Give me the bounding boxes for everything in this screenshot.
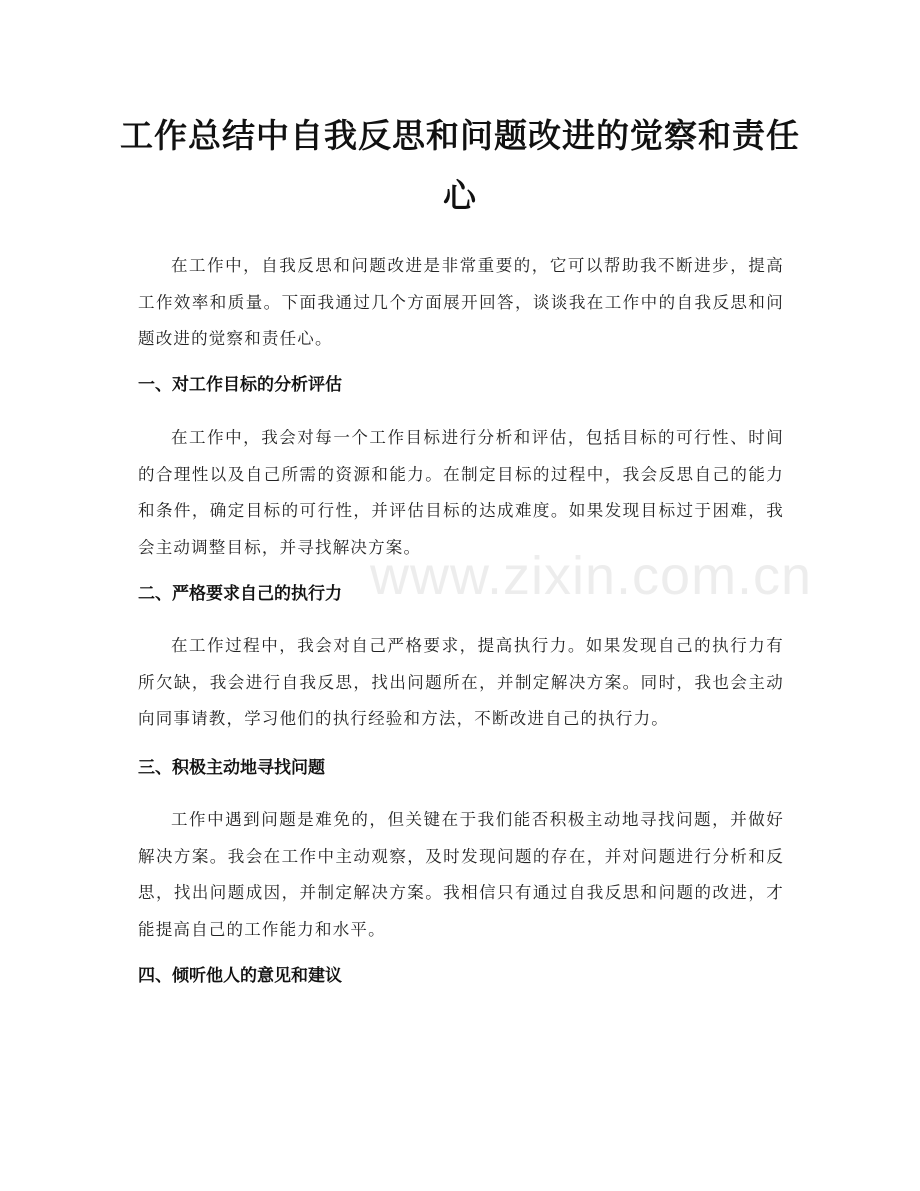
section-4-heading: 四、倾听他人的意见和建议 (138, 966, 342, 986)
section-1-heading: 一、对工作目标的分析评估 (138, 375, 342, 395)
section-1-paragraph: 在工作中，我会对每一个工作目标进行分析和评估，包括目标的可行性、时间的合理性以及自己所需的资源和能力。在制定目标的过程中，我会反思自己的能力和条件，确定目标的可行性，并评估目标的达成难度。如果发现目标过于困难，我会主动调整目标，并寻找解决方案。 (138, 428, 784, 557)
section-2-heading: 二、严格要求自己的执行力 (138, 584, 342, 604)
section-2-paragraph: 在工作过程中，我会对自己严格要求，提高执行力。如果发现自己的执行力有所欠缺，我会进行自我反思，找出问题所在，并制定解决方案。同时，我也会主动向同事请教，学习他们的执行经验和方法，不断改进自己的执行力。 (138, 636, 784, 728)
section-3-heading: 三、积极主动地寻找问题 (138, 758, 325, 778)
section-3-paragraph: 工作中遇到问题是难免的，但关键在于我们能否积极主动地寻找问题，并做好解决方案。我会在工作中主动观察，及时发现问题的存在，并对问题进行分析和反思，找出问题成因，并制定解决方案。我相信只有通过自我反思和问题的改进，才能提高自己的工作能力和水平。 (138, 810, 784, 939)
document-title: 工作总结中自我反思和问题改进的觉察和责任心 (120, 116, 800, 215)
intro-paragraph: 在工作中，自我反思和问题改进是非常重要的，它可以帮助我不断进步，提高工作效率和质量。下面我通过几个方面展开回答，谈谈我在工作中的自我反思和问题改进的觉察和责任心。 (138, 256, 784, 348)
watermark: www.zixin.com.cn (370, 546, 813, 606)
